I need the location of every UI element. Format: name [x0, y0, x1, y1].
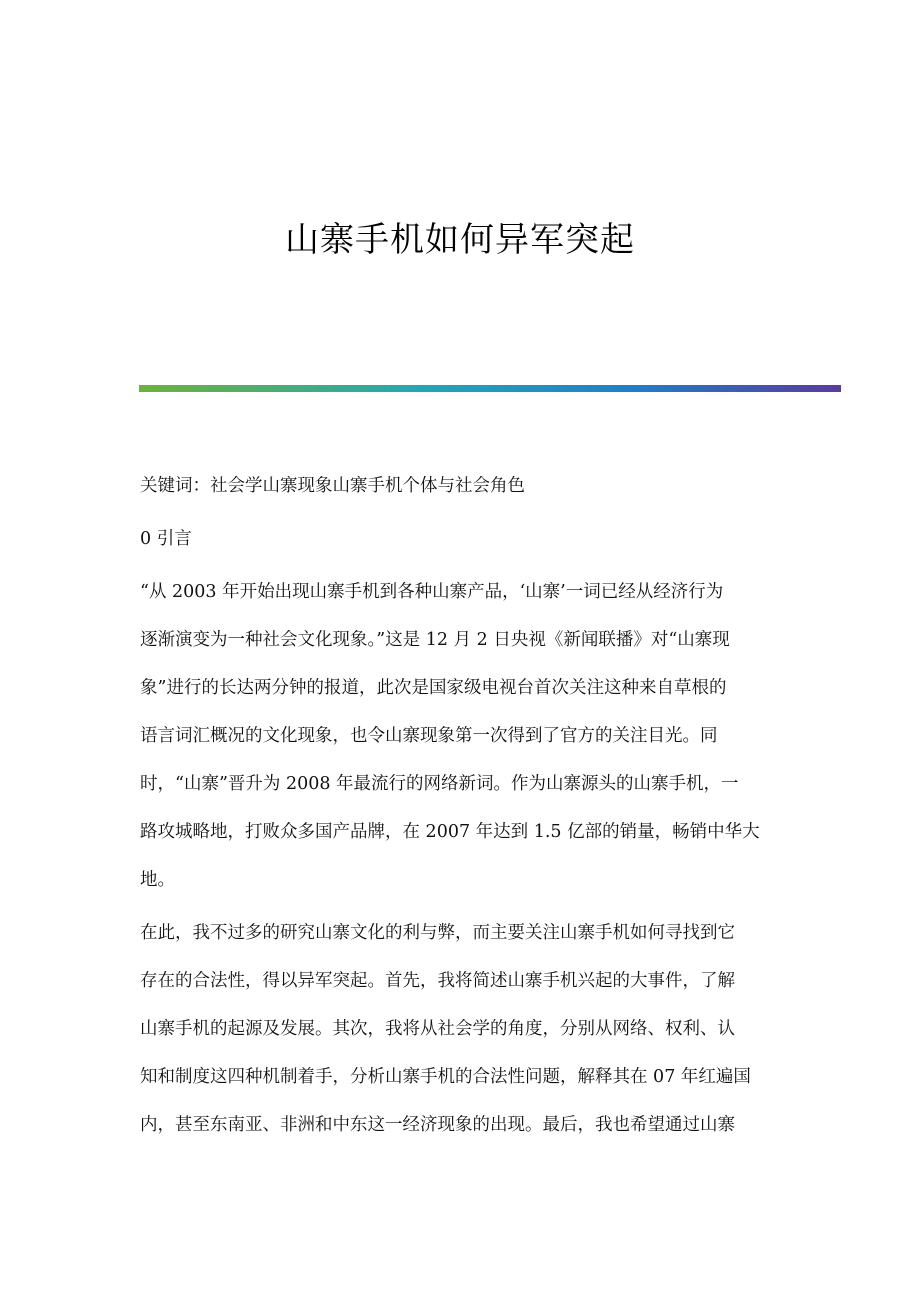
- paragraph-line: 内，甚至东南亚、非洲和中东这一经济现象的出现。最后，我也希望通过山寨: [140, 1115, 735, 1135]
- paragraph-line: 路攻城略地，打败众多国产品牌，在 2007 年达到 1.5 亿部的销量，畅销中华大: [140, 822, 760, 842]
- keywords-line: 关键词：社会学山寨现象山寨手机个体与社会角色: [140, 476, 525, 496]
- paragraph-intro-1: [140, 568, 780, 904]
- paragraph-line: 语言词汇概况的文化现象，也令山寨现象第一次得到了官方的关注目光。同: [140, 726, 718, 746]
- document-title: 山寨手机如何异军突起: [285, 220, 635, 260]
- paragraph-intro-2: [140, 909, 780, 1149]
- paragraph-line: “从 2003 年开始出现山寨手机到各种山寨产品，‘山寨’一词已经从经济行为: [140, 582, 724, 602]
- paragraph-line: 山寨手机的起源及发展。其次，我将从社会学的角度，分别从网络、权利、认: [140, 1019, 735, 1039]
- paragraph-line: 逐渐演变为一种社会文化现象。”这是 12 月 2 日央视《新闻联播》对“山寨现: [140, 630, 730, 650]
- paragraph-line: 地。: [140, 870, 175, 890]
- paragraph-line: 象”进行的长达两分钟的报道，此次是国家级电视台首次关注这种来自草根的: [140, 678, 727, 698]
- title-divider-rule: [139, 385, 841, 392]
- paragraph-line: 在此，我不过多的研究山寨文化的利与弊，而主要关注山寨手机如何寻找到它: [140, 923, 735, 943]
- paragraph-line: 时，“山寨”晋升为 2008 年最流行的网络新词。作为山寨源头的山寨手机，一: [140, 774, 739, 794]
- section-heading: 0 引言: [140, 529, 192, 549]
- document-body: [140, 462, 780, 1149]
- paragraph-line: 知和制度这四种机制着手，分析山寨手机的合法性问题，解释其在 07 年红遍国: [140, 1067, 751, 1087]
- paragraph-line: 存在的合法性，得以异军突起。首先，我将简述山寨手机兴起的大事件，了解: [140, 971, 735, 991]
